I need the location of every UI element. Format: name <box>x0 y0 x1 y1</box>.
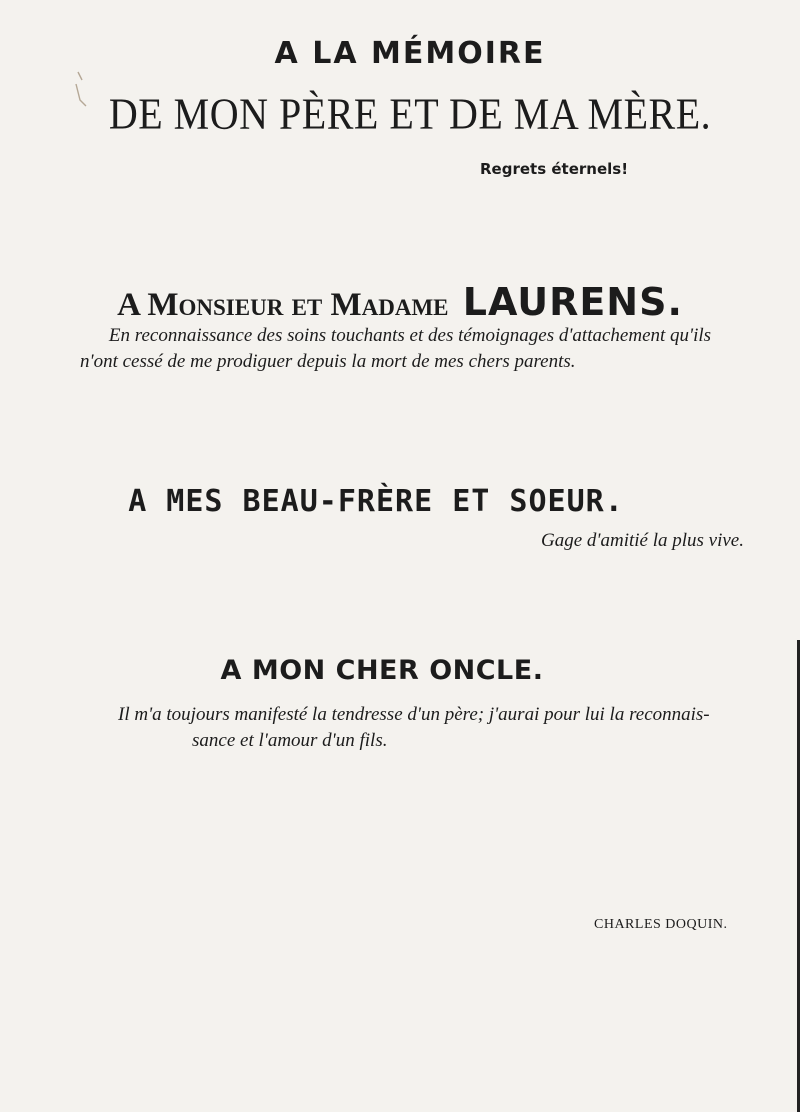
laurens-text-line-2: n'ont cessé de me prodiguer depuis la mort de mes chers parents. <box>80 351 576 372</box>
author-signature: CHARLES DOQUIN. <box>594 917 728 932</box>
laurens-text-line-1: En reconnaissance des soins touchants et des témoignages d'attachement qu'ils <box>108 325 712 346</box>
dedication-siblings-heading: A MES BEAU-FRÈRE ET SOEUR. <box>128 484 624 519</box>
heading-monsieur: Monsieur <box>147 287 284 323</box>
heading-name: LAURENS. <box>448 280 683 324</box>
dedication-siblings-caption: Gage d'amitié la plus vive. <box>541 530 744 551</box>
dedication-laurens-text <box>80 323 740 375</box>
memorial-subtitle: DE MON PÈRE ET DE MA MÈRE. <box>108 88 712 139</box>
uncle-text-line-2: sance et l'amour d'un fils. <box>192 730 388 751</box>
dedication-uncle-text <box>118 702 758 754</box>
heading-prefix: A <box>117 287 148 323</box>
uncle-text-line-1: Il m'a toujours manifesté la tendresse d'un père; j'aurai pour lui la reconnais- <box>118 704 710 725</box>
heading-madame: Madame <box>330 287 449 323</box>
heading-et: et <box>283 287 331 323</box>
regrets-line: Regrets éternels! <box>480 160 629 178</box>
dedication-laurens-heading <box>0 280 800 324</box>
dedication-uncle-heading: A MON CHER ONCLE. <box>220 655 544 686</box>
memorial-title: A LA MÉMOIRE <box>274 36 546 71</box>
